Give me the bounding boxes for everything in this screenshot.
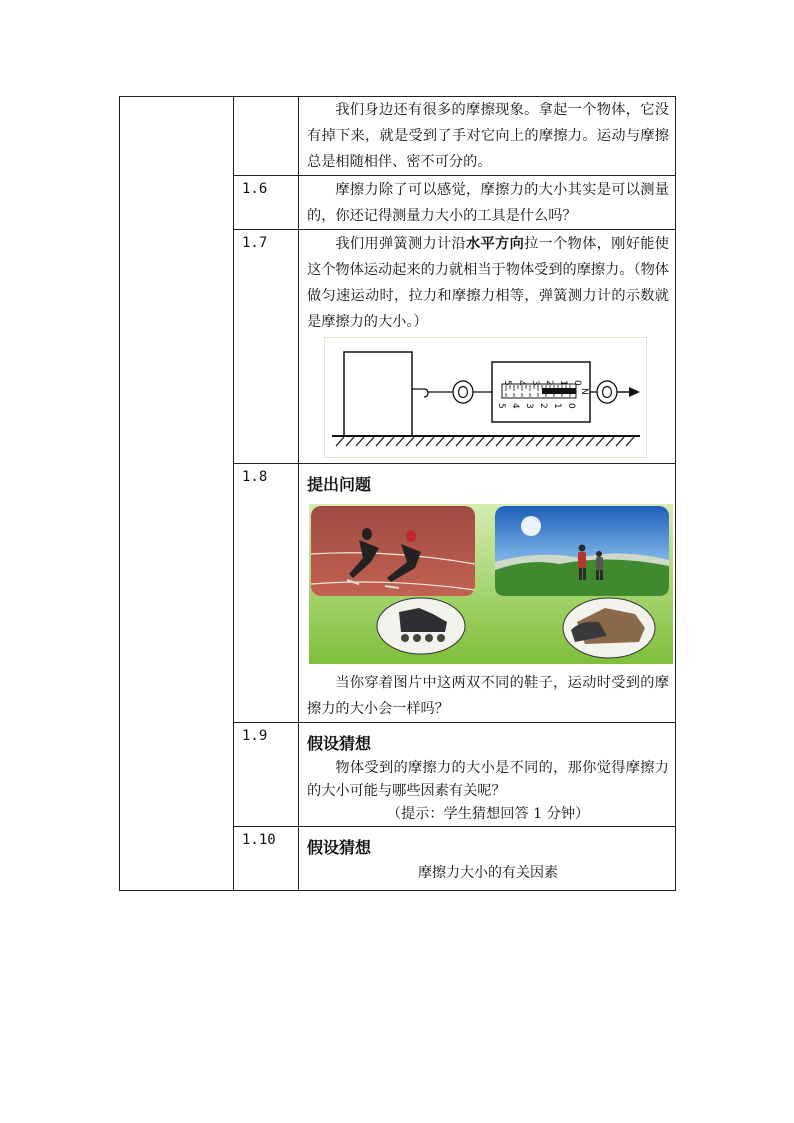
svg-text:3: 3 xyxy=(524,403,534,409)
step-number xyxy=(234,97,299,176)
table-cell-text xyxy=(299,97,676,176)
svg-text:5: 5 xyxy=(496,403,506,409)
paragraph-part: 我们用弹簧测力计沿 xyxy=(335,236,467,252)
step-number: 1.7 xyxy=(234,230,299,464)
paragraph-part: 拉一个物体，刚好能使这个物体运动起来的力就相当于物体受到的摩擦力。（物体做匀速运动时，拉力和摩擦力相等，弹簧测力计的示数就是摩擦力的大小。） xyxy=(307,236,669,330)
scale-pointer xyxy=(542,388,576,394)
emphasis-text: 水平方向 xyxy=(466,236,525,252)
section-heading: 假设猜想 xyxy=(307,838,372,857)
svg-text:3: 3 xyxy=(530,380,540,386)
svg-text:5: 5 xyxy=(502,380,512,386)
step-number: 1.6 xyxy=(234,176,299,230)
paragraph: 物体受到的摩擦力的大小是不同的，那你觉得摩擦力的大小可能与哪些因素有关呢？ xyxy=(307,760,669,799)
step-number: 1.10 xyxy=(234,827,299,891)
table-cell-text xyxy=(299,230,676,464)
lesson-table xyxy=(119,96,676,891)
svg-text:1: 1 xyxy=(552,403,562,409)
svg-text:2: 2 xyxy=(544,380,554,386)
step-number: 1.8 xyxy=(234,464,299,723)
section-heading: 假设猜想 xyxy=(307,734,372,753)
shoes-photo-collage xyxy=(309,504,673,664)
left-column-cell xyxy=(120,97,234,891)
table-cell-text xyxy=(299,176,676,230)
svg-text:2: 2 xyxy=(538,403,548,409)
section-heading: 提出问题 xyxy=(307,475,372,494)
hint-text: （提示：学生猜想回答 1 分钟） xyxy=(386,806,590,822)
table-row xyxy=(120,97,676,176)
table-cell-text xyxy=(299,464,676,723)
paragraph: 我们身边还有很多的摩擦现象。拿起一个物体，它没有掉下来，就是受到了手对它向上的摩擦力。运动与摩擦总是相随相伴、密不可分的。 xyxy=(307,102,669,170)
spring-scale-diagram xyxy=(324,337,648,458)
svg-text:1: 1 xyxy=(558,380,568,386)
paragraph: 摩擦力除了可以感觉，摩擦力的大小其实是可以测量的，你还记得测量力大小的工具是什么吗？ xyxy=(307,182,669,224)
svg-text:0: 0 xyxy=(572,380,582,386)
step-number: 1.9 xyxy=(234,723,299,827)
svg-text:4: 4 xyxy=(510,403,520,409)
table-cell-text xyxy=(299,723,676,827)
table-cell-text xyxy=(299,827,676,891)
svg-text:4: 4 xyxy=(516,380,526,386)
scale-unit: N xyxy=(579,388,589,395)
paragraph xyxy=(307,231,669,335)
paragraph: 当你穿着图片中这两双不同的鞋子，运动时受到的摩擦力的大小会一样吗？ xyxy=(307,675,669,717)
svg-text:0: 0 xyxy=(566,403,576,409)
block-object xyxy=(344,352,412,436)
subtitle-text: 摩擦力大小的有关因素 xyxy=(418,865,558,881)
sun-icon xyxy=(521,516,541,536)
